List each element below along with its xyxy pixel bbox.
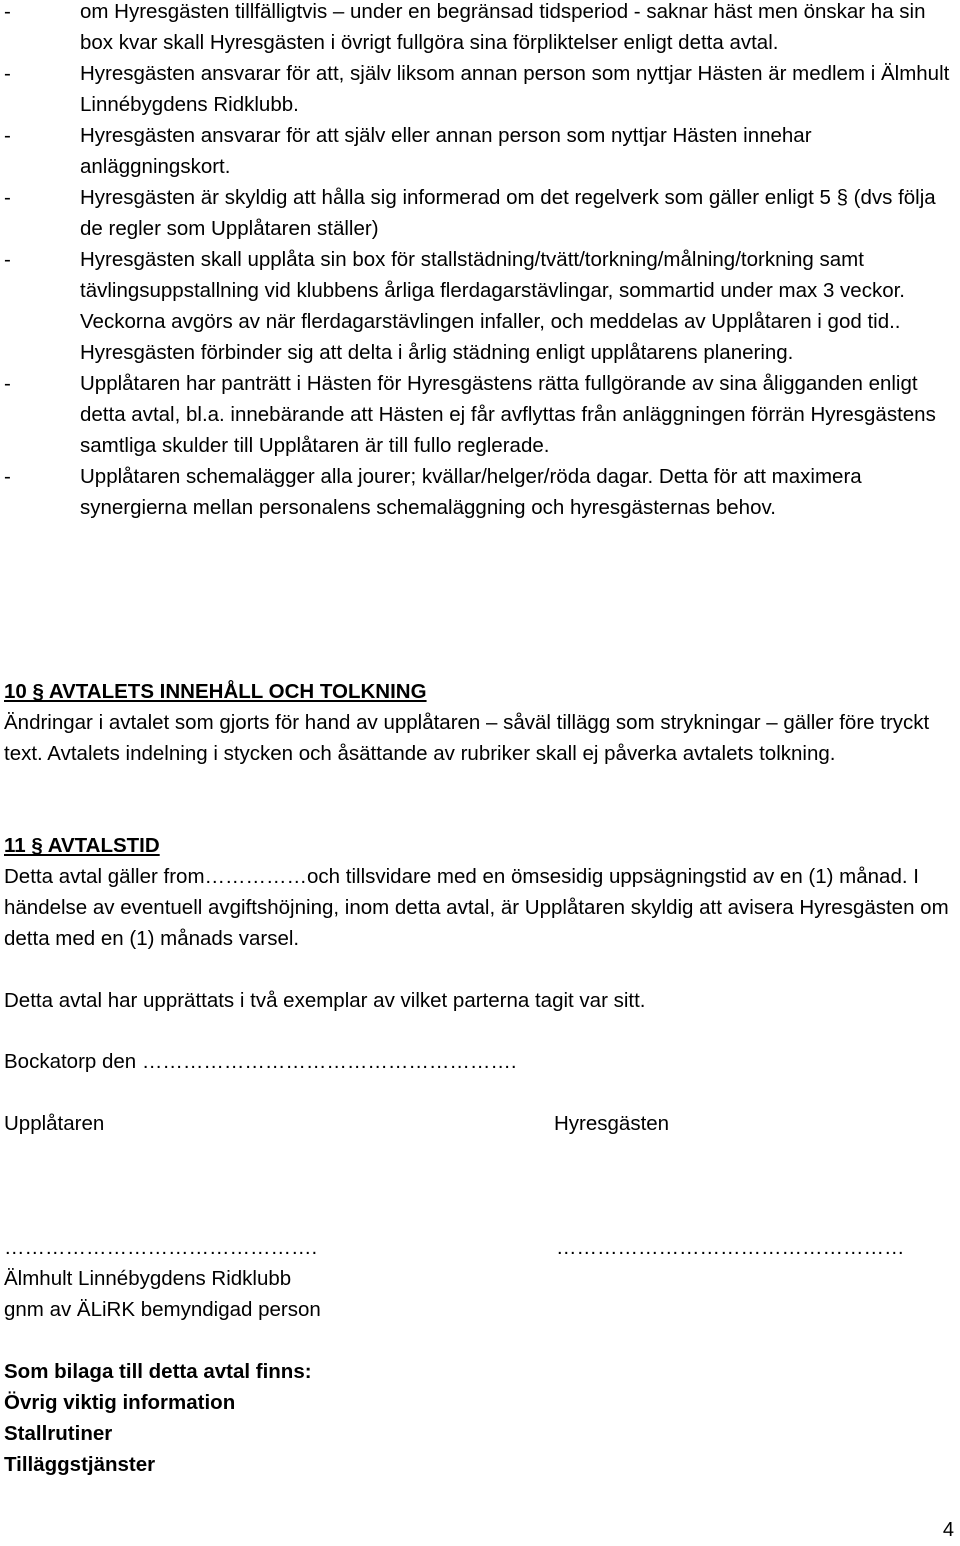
section-heading: 11 § AVTALSTID <box>4 834 160 857</box>
attachment-item: Tilläggstjänster <box>4 1453 156 1476</box>
bullet-item <box>4 368 954 461</box>
bullet-item <box>4 244 954 368</box>
signature-left-name-2: gnm av ÄLiRK bemyndigad person <box>4 1298 321 1321</box>
bullet-dash: - <box>4 124 11 147</box>
place-date-line: Bockatorp den ………………………………………………. <box>4 1050 517 1073</box>
bullet-text: Hyresgästen ansvarar för att, själv liksom annan person som nyttjar Hästen är medlem i Älmhult Linnébygdens Ridklubb. <box>80 62 950 116</box>
bullet-item <box>4 120 954 182</box>
bullet-text: Hyresgästen är skyldig att hålla sig informerad om det regelverk som gäller enligt 5 § (dvs följa de regler som Upplåtaren ställer) <box>80 186 936 240</box>
signature-left-title: Upplåtaren <box>4 1112 105 1135</box>
bullet-dash: - <box>4 372 11 395</box>
bullet-text: Hyresgästen skall upplåta sin box för stallstädning/tvätt/torkning/målning/torkning samt tävlingsuppstallning vid klubbens årliga flerdagarstävlingar, sommartid under max 3 veckor. Veckorna avgörs av när flerdagarstävlingen infaller, och meddelas av Upplåtaren i god tid.. Hyresgästen förbinder sig att delta i årlig städning enligt upplåtarens planering. <box>80 248 905 364</box>
bullet-text: Hyresgästen ansvarar för att själv eller annan person som nyttjar Hästen innehar anläggningskort. <box>80 124 812 178</box>
signature-right-line: …………………………………………… <box>556 1236 905 1259</box>
attachment-item: Stallrutiner <box>4 1422 113 1445</box>
bullet-item <box>4 58 954 120</box>
bullet-item <box>4 0 954 58</box>
bullet-item <box>4 461 954 523</box>
bullet-dash: - <box>4 62 11 85</box>
bullet-dash: - <box>4 0 11 23</box>
section-heading: 10 § AVTALETS INNEHÅLL OCH TOLKNING <box>4 680 427 703</box>
signature-right-title: Hyresgästen <box>554 1112 670 1135</box>
section-11 <box>4 830 954 954</box>
bullet-dash: - <box>4 465 11 488</box>
closing-statement: Detta avtal har upprättats i två exemplar av vilket parterna tagit var sitt. <box>4 989 646 1012</box>
bullet-list <box>4 0 954 523</box>
bullet-text: Upplåtaren schemalägger alla jourer; kvällar/helger/röda dagar. Detta för att maximera synergierna mellan personalens schemaläggning och hyresgästernas behov. <box>80 465 862 519</box>
attachment-item: Övrig viktig information <box>4 1391 236 1414</box>
bullet-item <box>4 182 954 244</box>
bullet-text: om Hyresgästen tillfälligtvis – under en begränsad tidsperiod - saknar häst men önskar ha sin box kvar skall Hyresgästen i övrigt fullgöra sina förpliktelser enligt detta avtal. <box>80 0 926 54</box>
section-10 <box>4 676 954 769</box>
attachments-heading: Som bilaga till detta avtal finns: <box>4 1360 312 1383</box>
signature-left-name: Älmhult Linnébygdens Ridklubb <box>4 1267 292 1290</box>
bullet-dash: - <box>4 186 11 209</box>
section-body: Ändringar i avtalet som gjorts för hand av upplåtaren – såväl tillägg som strykningar – gäller före tryckt text. Avtalets indelning i stycken och åsättande av rubriker skall ej påverka avtalets tolkning. <box>4 711 930 765</box>
section-body: Detta avtal gäller from……………och tillsvidare med en ömsesidig uppsägningstid av en (1) månad. I händelse av eventuell avgiftshöjning, inom detta avtal, är Upplåtaren skyldig att avisera Hyresgästen om detta med en (1) månads varsel. <box>4 865 949 950</box>
signature-left-line: ………………………………………. <box>4 1236 318 1259</box>
bullet-text: Upplåtaren har panträtt i Hästen för Hyresgästens rätta fullgörande av sina åligganden enligt detta avtal, bl.a. innebärande att Hästen ej får avflyttas från anläggningen förrän Hyresgästens samtliga skulder till Upplåtaren är till fullo reglerade. <box>80 372 936 457</box>
bullet-dash: - <box>4 248 11 271</box>
page-number: 4 <box>942 1519 954 1541</box>
